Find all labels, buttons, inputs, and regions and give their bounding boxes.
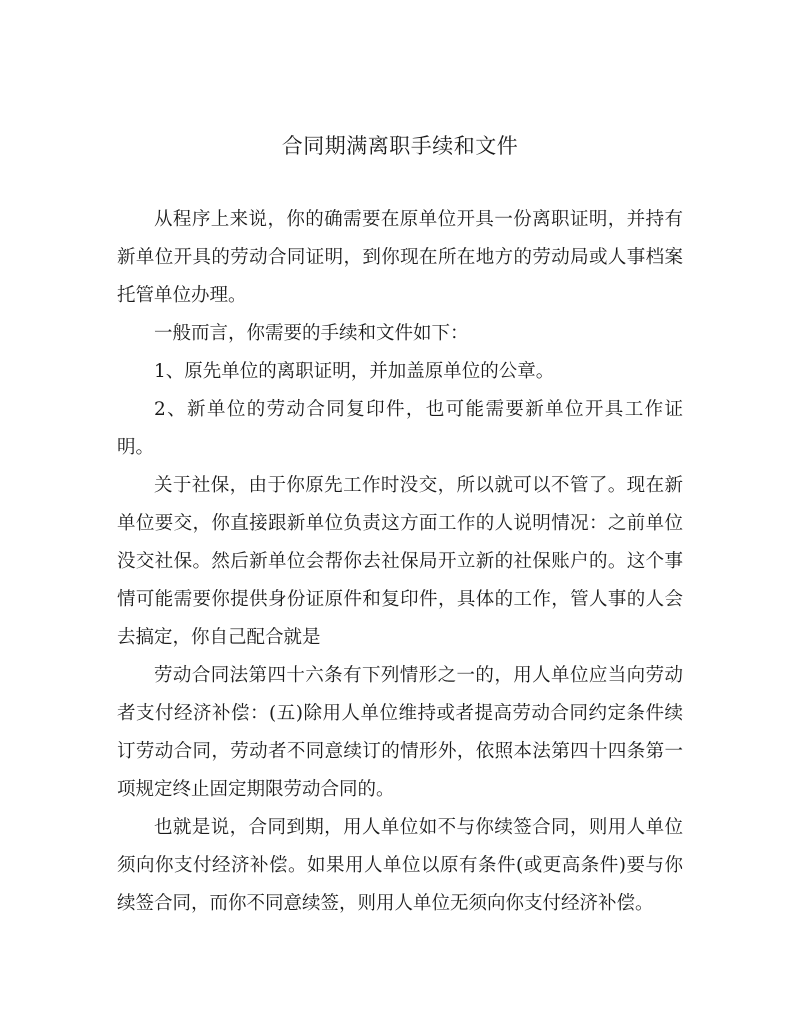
paragraph-intro-list: 一般而言，你需要的手续和文件如下： — [154, 323, 469, 344]
paragraph-item-1: 1、原先单位的离职证明，并加盖原单位的公章。 — [154, 361, 555, 382]
paragraph-social-insurance: 关于社保，由于你原先工作时没交，所以就可以不管了。现在新单位要交，你直接跟新单位负责这方面工作的人说明情况：之前单位没交社保。然后新单位会帮你去社保局开立新的社保账户的。这个事情可能需要你提供身份证原件和复印件，具体的工作，管人事的人会去搞定，你自己配合就是 — [117, 475, 683, 648]
paragraph-item-2: 2、新单位的劳动合同复印件，也可能需要新单位开具工作证明。 — [117, 399, 683, 458]
paragraph-conclusion: 也就是说，合同到期，用人单位如不与你续签合同，则用人单位须向你支付经济补偿。如果用人单位以原有条件(或更高条件)要与你续签合同，而你不同意续签，则用人单位无须向你支付经济补偿。 — [117, 817, 683, 914]
paragraph-procedure: 从程序上来说，你的确需要在原单位开具一份离职证明，并持有新单位开具的劳动合同证明，到你现在所在地方的劳动局或人事档案托管单位办理。 — [117, 209, 683, 306]
document-body — [117, 201, 683, 923]
paragraph-labor-law: 劳动合同法第四十六条有下列情形之一的，用人单位应当向劳动者支付经济补偿：(五)除用人单位维持或者提高劳动合同约定条件续订劳动合同，劳动者不同意续订的情形外，依照本法第四十四条第一项规定终止固定期限劳动合同的。 — [117, 665, 683, 800]
document-title: 合同期满离职手续和文件 — [281, 134, 519, 158]
